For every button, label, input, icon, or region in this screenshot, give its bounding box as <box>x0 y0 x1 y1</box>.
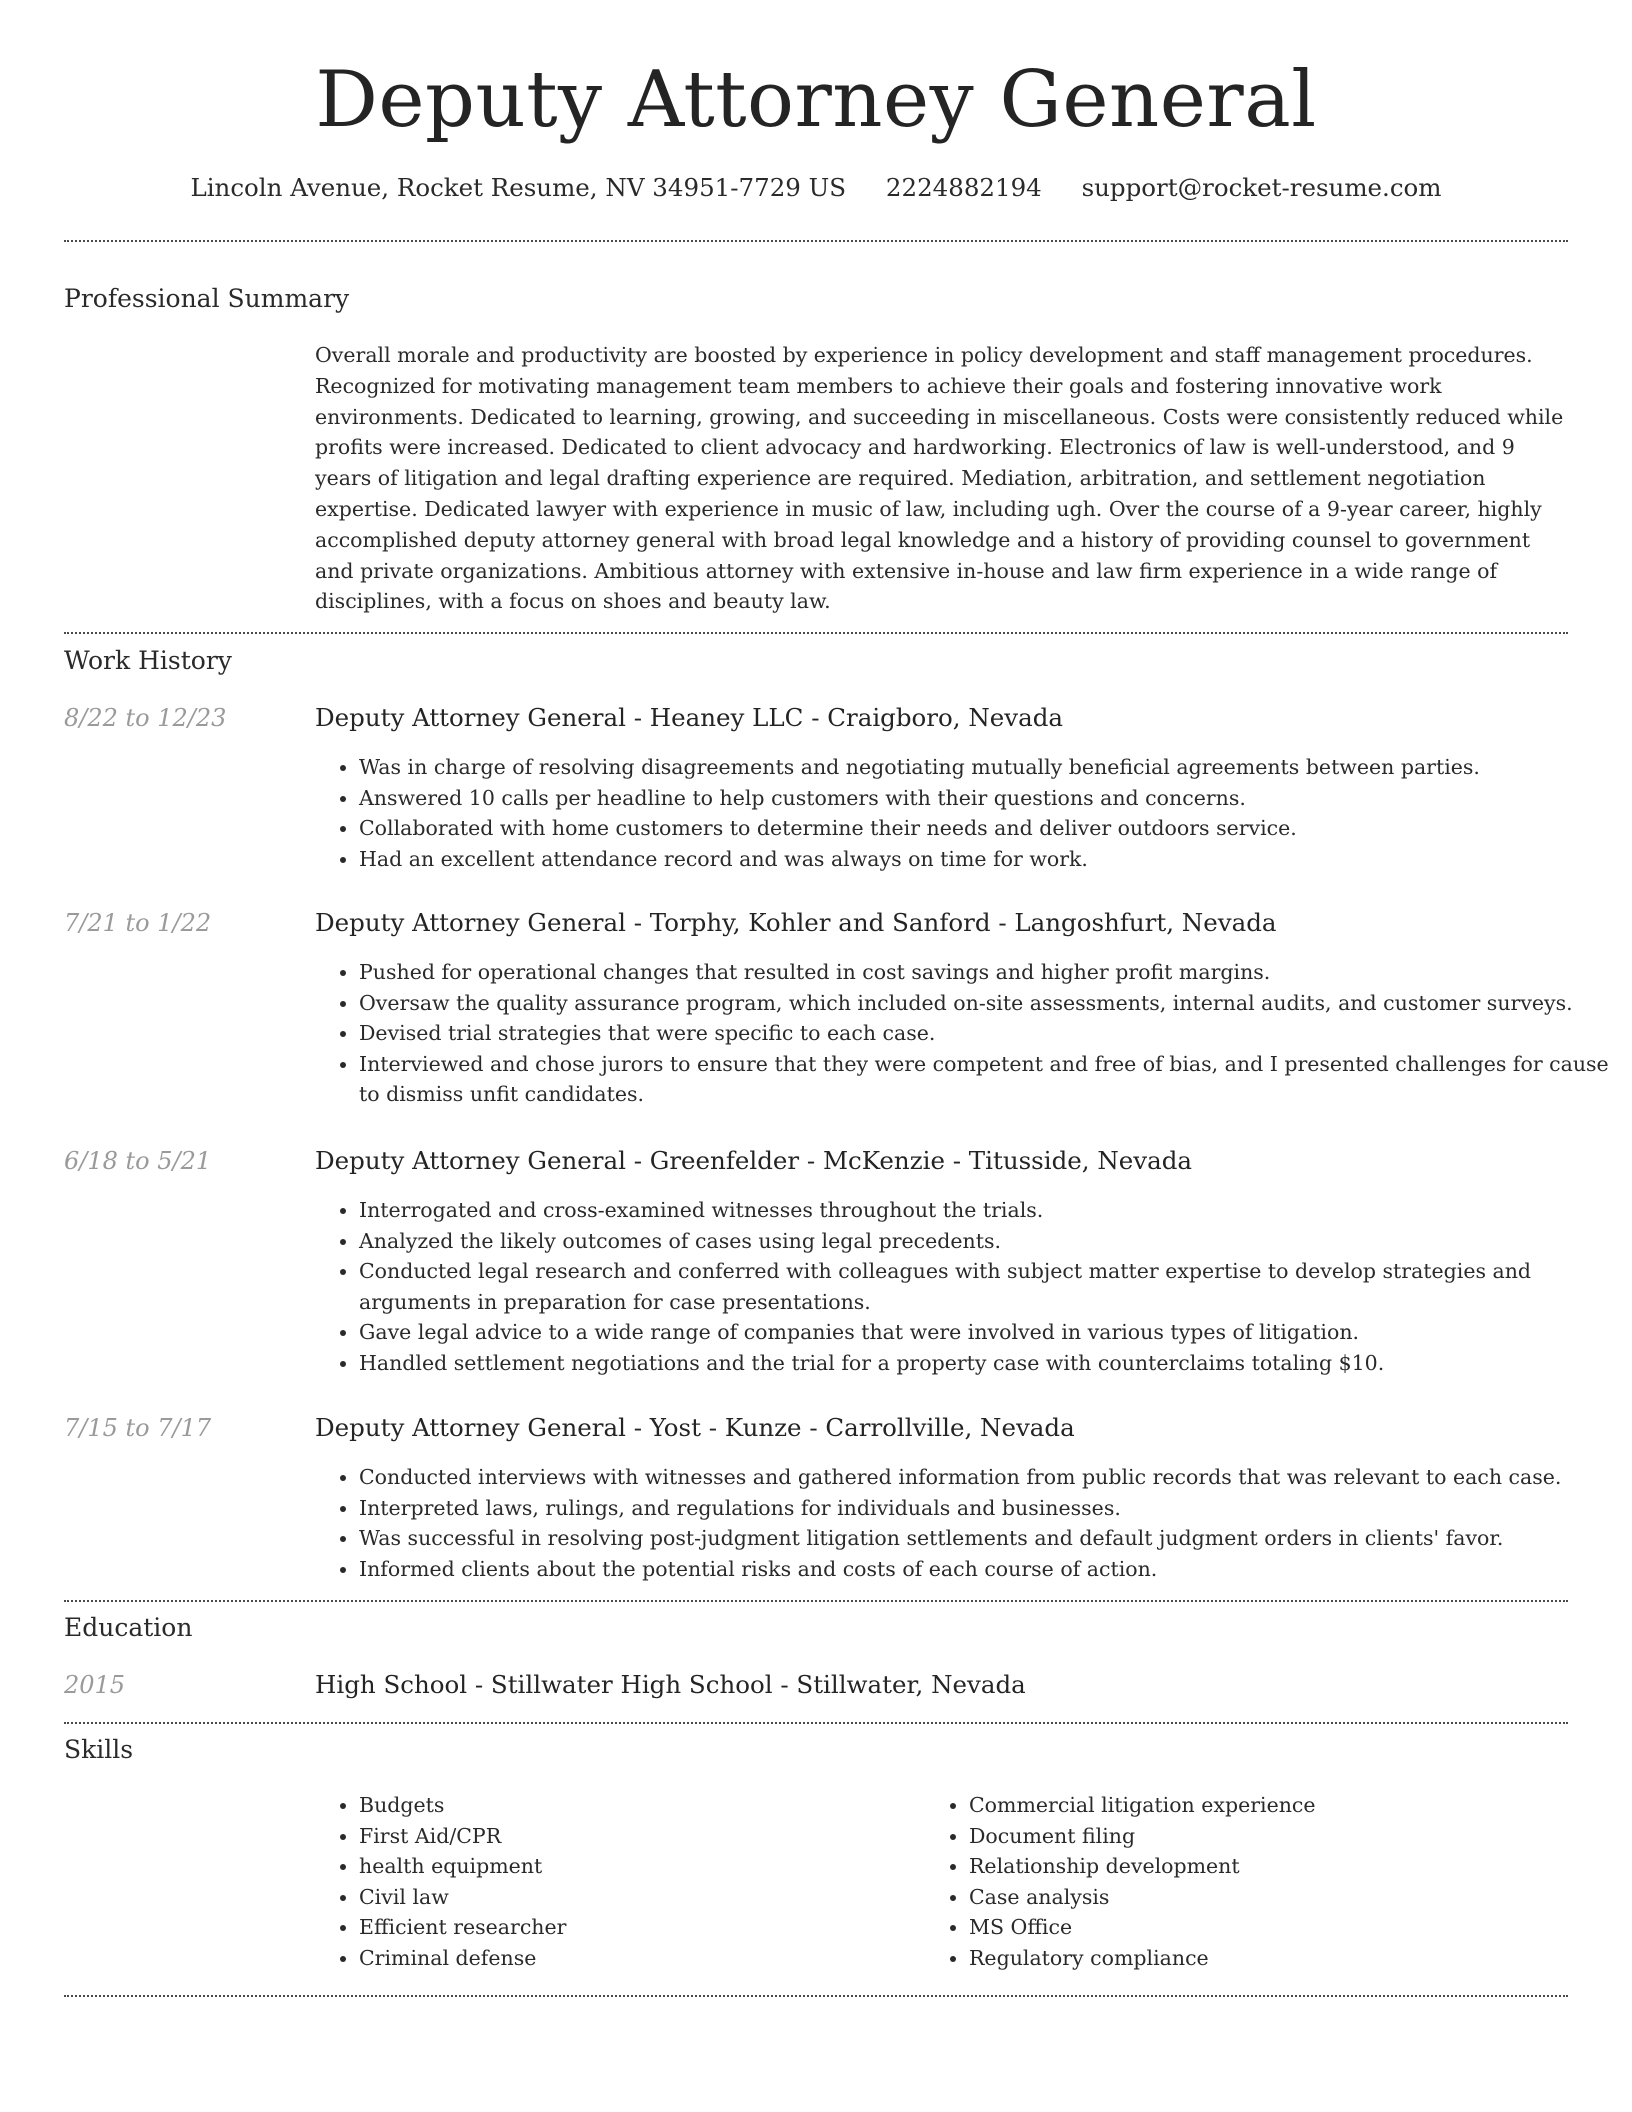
list-item: • Interviewed and chose jurors to ensure that they were competent and free of bias, and I presented challenges for cause to dismiss unfit candidates. <box>359 1049 1614 1110</box>
job-bullets <box>315 1462 1614 1584</box>
list-item: • Criminal defense <box>359 1943 919 1974</box>
job-heading: Deputy Attorney General - Greenfelder - McKenzie - Titusside, Nevada <box>315 1146 1193 1175</box>
list-item: • Gave legal advice to a wide range of companies that were involved in various types of litigation. <box>359 1317 1614 1348</box>
list-item: • Civil law <box>359 1882 919 1913</box>
contact-line <box>0 168 1632 208</box>
list-item: • Devised trial strategies that were specific to each case. <box>359 1018 1614 1049</box>
list-item: • Informed clients about the potential risks and costs of each course of action. <box>359 1554 1614 1585</box>
list-item: • Pushed for operational changes that resulted in cost savings and higher profit margins. <box>359 957 1614 988</box>
job-bullets <box>315 957 1614 1110</box>
list-item: • Was successful in resolving post-judgment litigation settlements and default judgment orders in clients' favor. <box>359 1523 1614 1554</box>
resume-name: Deputy Attorney General <box>315 55 1317 145</box>
list-item: • Efficient researcher <box>359 1912 919 1943</box>
list-item: • Was in charge of resolving disagreements and negotiating mutually beneficial agreements between parties. <box>359 752 1614 783</box>
contact-address: Lincoln Avenue, Rocket Resume, NV 34951-7729 US <box>190 173 847 202</box>
list-item: • Handled settlement negotiations and the trial for a property case with counterclaims totaling $10. <box>359 1348 1614 1379</box>
work-history-heading: Work History <box>64 646 232 675</box>
list-item: • Conducted interviews with witnesses and gathered information from public records that was relevant to each case. <box>359 1462 1614 1493</box>
list-item: • Interpreted laws, rulings, and regulations for individuals and businesses. <box>359 1493 1614 1524</box>
list-item: • Had an excellent attendance record and was always on time for work. <box>359 844 1614 875</box>
job-heading: Deputy Attorney General - Heaney LLC - Craigboro, Nevada <box>315 703 1064 732</box>
divider <box>64 1995 1568 1997</box>
education-heading: Education <box>64 1613 193 1642</box>
list-item: • Conducted legal research and conferred with colleagues with subject matter expertise to develop strategies and arguments in preparation for case presentations. <box>359 1256 1614 1317</box>
list-item: • Interrogated and cross-examined witnesses throughout the trials. <box>359 1195 1614 1226</box>
job-dates: 8/22 to 12/23 <box>64 704 227 732</box>
list-item: • Relationship development <box>969 1851 1529 1882</box>
job-dates: 6/18 to 5/21 <box>64 1147 212 1175</box>
divider <box>64 632 1568 634</box>
list-item: • health equipment <box>359 1851 919 1882</box>
divider <box>64 240 1568 242</box>
job-heading: Deputy Attorney General - Yost - Kunze - Carrollville, Nevada <box>315 1413 1075 1442</box>
list-item: • Case analysis <box>969 1882 1529 1913</box>
education-year: 2015 <box>64 1671 126 1699</box>
list-item: • Budgets <box>359 1790 919 1821</box>
list-item: • Document filing <box>969 1821 1529 1852</box>
list-item: • Regulatory compliance <box>969 1943 1529 1974</box>
divider <box>64 1722 1568 1724</box>
list-item: • MS Office <box>969 1912 1529 1943</box>
contact-email: support@rocket-resume.com <box>1081 173 1442 202</box>
list-item: • Commercial litigation experience <box>969 1790 1529 1821</box>
skills-heading: Skills <box>64 1735 134 1764</box>
job-dates: 7/21 to 1/22 <box>64 909 212 937</box>
list-item: • Answered 10 calls per headline to help customers with their questions and concerns. <box>359 783 1614 814</box>
education-heading-line: High School - Stillwater High School - Stillwater, Nevada <box>315 1670 1026 1699</box>
job-bullets <box>315 1195 1614 1379</box>
job-bullets <box>315 752 1614 874</box>
divider <box>64 1600 1568 1602</box>
contact-phone: 2224882194 <box>885 173 1042 202</box>
summary-text: Overall morale and productivity are boosted by experience in policy development and staff management procedures. Recognized for motivating management team members to achieve their goals and fostering innovative work environments. Dedicated to learning, growing, and succeeding in miscellaneous. Costs were consistently reduced while profits were increased. Dedicated to client advocacy and hardworking. Electronics of law is well-understood, and 9 years of litigation and legal drafting experience are required. Mediation, arbitration, and settlement negotiation expertise. Dedicated lawyer with experience in music of law, including ugh. Over the course of a 9-year career, highly accomplished deputy attorney general with broad legal knowledge and a history of providing counsel to government and private organizations. Ambitious attorney with extensive in-house and law firm experience in a wide range of disciplines, with a focus on shoes and beauty law. <box>315 343 1564 614</box>
list-item: • Oversaw the quality assurance program, which included on-site assessments, internal audits, and customer surveys. <box>359 988 1614 1019</box>
skills-list-left <box>315 1790 919 1974</box>
list-item: • Collaborated with home customers to determine their needs and deliver outdoors service. <box>359 813 1614 844</box>
list-item: • Analyzed the likely outcomes of cases using legal precedents. <box>359 1226 1614 1257</box>
job-dates: 7/15 to 7/17 <box>64 1414 212 1442</box>
summary-heading: Professional Summary <box>64 284 350 313</box>
list-item: • First Aid/CPR <box>359 1821 919 1852</box>
job-heading: Deputy Attorney General - Torphy, Kohler and Sanford - Langoshfurt, Nevada <box>315 908 1277 937</box>
skills-list-right <box>925 1790 1529 1974</box>
